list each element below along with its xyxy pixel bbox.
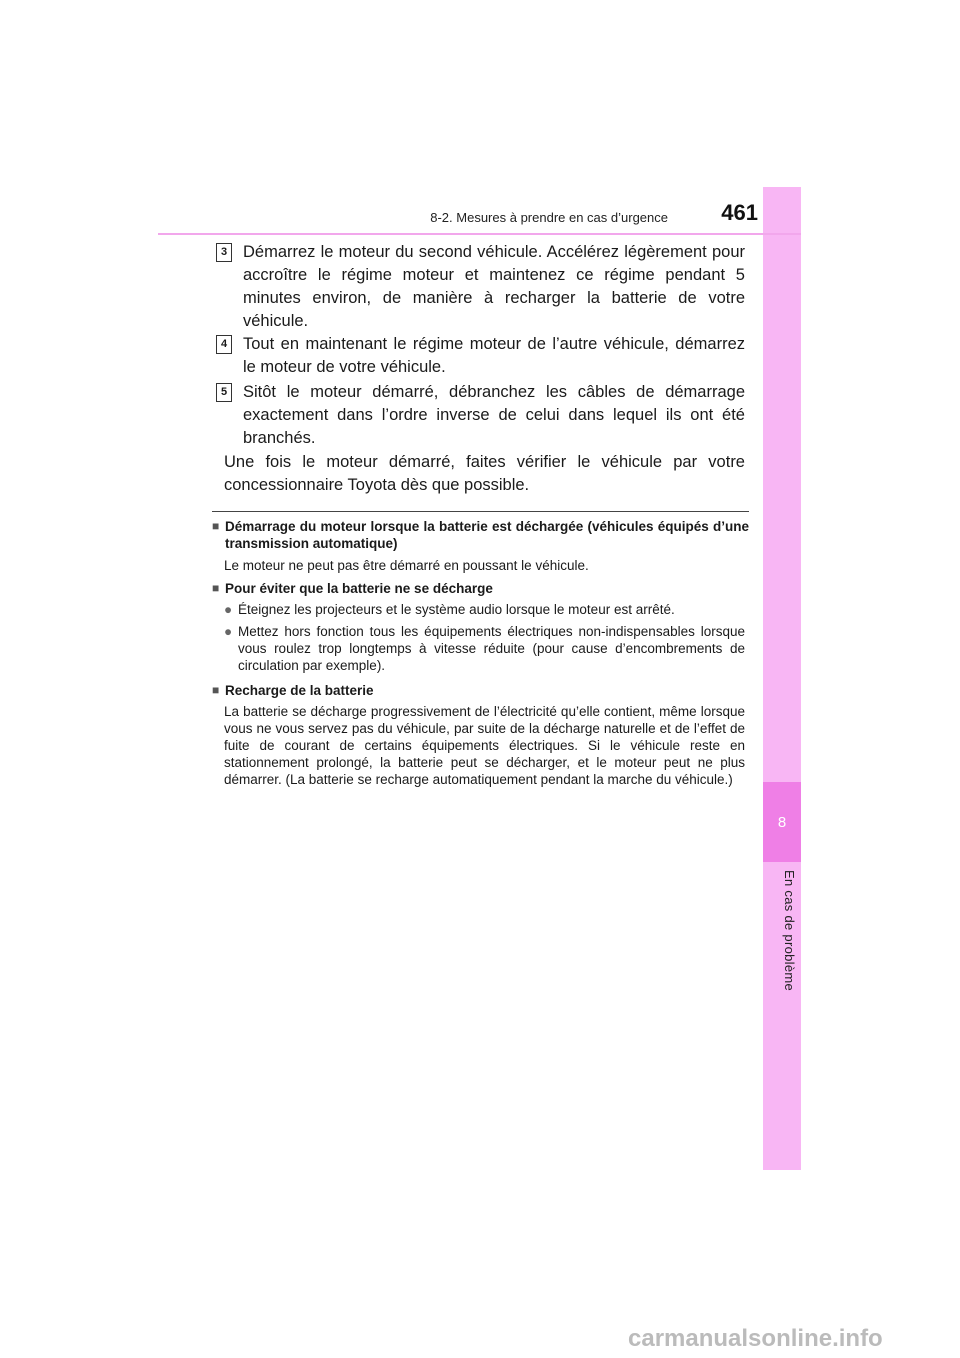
- step-text: Démarrez le moteur du second véhicule. Accélérez légèrement pour accroître le régime moteur et maintenez ce régime pendant 5 minutes environ, de manière à recharger la batterie de votre véhicule.: [243, 243, 745, 330]
- circle-bullet-icon: ●: [224, 602, 233, 617]
- closing-paragraph: Une fois le moteur démarré, faites vérifier le véhicule par votre concessionnaire Toyota dès que possible.: [224, 453, 745, 494]
- step-text: Tout en maintenant le régime moteur de l’autre véhicule, démarrez le moteur de votre véhicule.: [243, 335, 745, 376]
- step-5: [220, 381, 745, 450]
- section-title: 8-2. Mesures à prendre en cas d’urgence: [430, 210, 668, 225]
- note-title-text: Recharge de la batterie: [225, 683, 374, 698]
- list-item: [224, 601, 745, 618]
- step-number-badge: 5: [216, 383, 232, 402]
- chapter-title: En cas de problème: [782, 870, 797, 992]
- square-bullet-icon: ■: [212, 683, 220, 697]
- note-title: [212, 518, 749, 552]
- square-bullet-icon: ■: [212, 581, 220, 595]
- list-item-text: Mettez hors fonction tous les équipements électriques non-indispensables lorsque vous roulez trop longtemps à vitesse réduite (pour cause d’encombrements de circulation par exemple).: [238, 624, 745, 673]
- note-title: [212, 580, 749, 597]
- chapter-number: 8: [777, 813, 787, 831]
- note-body: La batterie se décharge progressivement de l’électricité qu’elle contient, même lorsque vous ne vous servez pas du véhicule, par suite de la décharge naturelle et de l’effet de fuite de courant de certains équipements électriques. Si le véhicule reste en stationnement prolongé, la batterie peut se décharger, et le moteur peut ne plus démarrer. (La batterie se recharge automatiquement pendant la marche du véhicule.): [224, 704, 745, 787]
- square-bullet-icon: ■: [212, 519, 220, 533]
- note-title-text: Démarrage du moteur lorsque la batterie est déchargée (véhicules équipés d’une transmission automatique): [225, 519, 749, 551]
- note-body: Le moteur ne peut pas être démarré en poussant le véhicule.: [224, 558, 589, 573]
- list-item-text: Éteignez les projecteurs et le système audio lorsque le moteur est arrêté.: [238, 602, 675, 617]
- step-number-badge: 3: [216, 243, 232, 262]
- step-4: [220, 333, 745, 379]
- note-title: [212, 682, 749, 699]
- note-title-text: Pour éviter que la batterie ne se décharge: [225, 581, 493, 596]
- circle-bullet-icon: ●: [224, 624, 233, 639]
- page-number: 461: [721, 200, 758, 225]
- step-number-badge: 4: [216, 335, 232, 354]
- watermark: carmanualsonline.info: [628, 1320, 960, 1358]
- chapter-side-tab: [763, 187, 801, 1170]
- header-rule: [158, 233, 801, 235]
- list-item: [224, 623, 745, 674]
- step-3: [220, 241, 745, 333]
- step-text: Sitôt le moteur démarré, débranchez les câbles de démarrage exactement dans l’ordre inverse de celui dans lequel ils ont été branchés.: [243, 383, 745, 447]
- chapter-number-tab: [763, 782, 801, 862]
- section-divider: [212, 511, 749, 512]
